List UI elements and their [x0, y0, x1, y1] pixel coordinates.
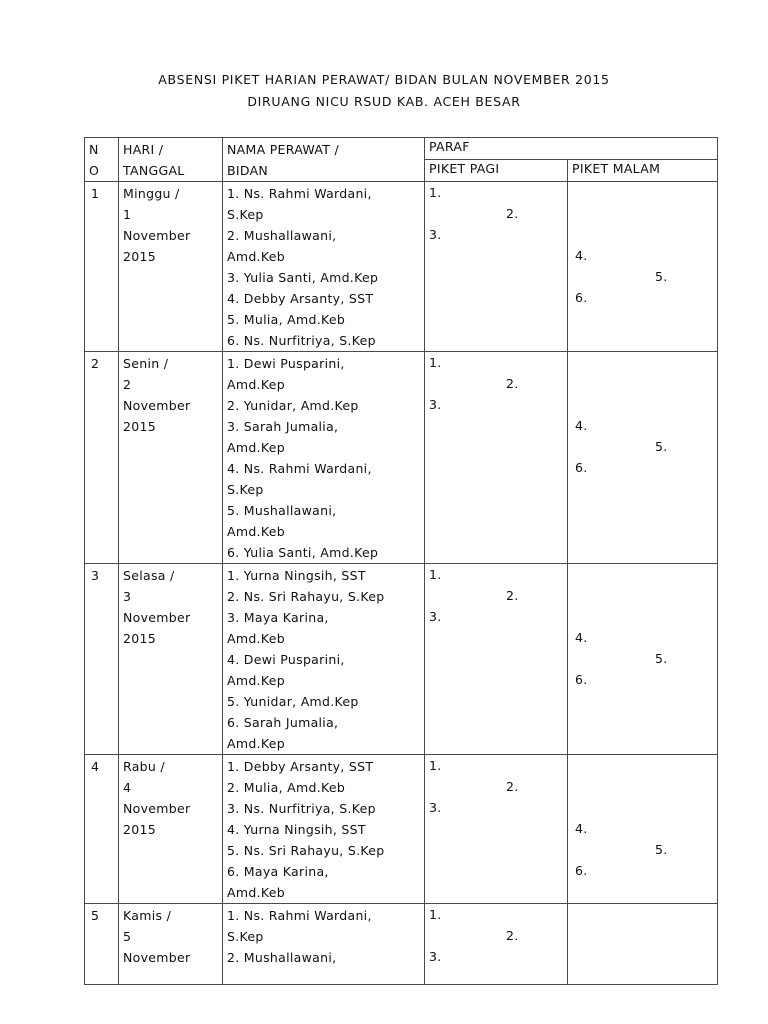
signature-slot-number: 4.	[575, 418, 588, 433]
day-date-line: 1	[123, 207, 132, 222]
attendance-table	[84, 137, 718, 985]
header-no	[85, 138, 119, 182]
staff-name-line: 5. Mulia, Amd.Keb	[227, 312, 346, 327]
staff-name-line: Amd.Keb	[227, 885, 285, 900]
staff-name-line: 6. Ns. Nurfitriya, S.Kep	[227, 333, 376, 348]
staff-name-line: 1. Yurna Ningsih, SST	[227, 568, 366, 583]
signature-slot-number: 4.	[575, 821, 588, 836]
staff-name-line: 6. Maya Karina,	[227, 864, 329, 879]
staff-name-line: Amd.Keb	[227, 524, 285, 539]
staff-name-line: 2. Mushallawani,	[227, 950, 337, 965]
staff-name-line: 5. Ns. Sri Rahayu, S.Kep	[227, 843, 385, 858]
row-number: 3	[91, 568, 100, 583]
row-number: 1	[91, 186, 100, 201]
day-date-line: Senin /	[123, 356, 169, 371]
header-paraf-label: PARAF	[429, 139, 470, 154]
piket-pagi-signature-cell	[425, 904, 568, 985]
staff-name-line: 3. Sarah Jumalia,	[227, 419, 339, 434]
staff-names-cell	[223, 352, 425, 564]
piket-pagi-signature-cell	[425, 564, 568, 755]
header-name	[223, 138, 425, 182]
header-row	[85, 138, 718, 160]
staff-name-line: S.Kep	[227, 929, 264, 944]
signature-slot-number: 6.	[575, 672, 588, 687]
staff-name-line: S.Kep	[227, 482, 264, 497]
day-date-line: November	[123, 950, 191, 965]
day-date-line: Kamis /	[123, 908, 172, 923]
piket-malam-signature-cell	[568, 904, 718, 985]
day-date-line: 2015	[123, 822, 157, 837]
day-date-line: November	[123, 801, 191, 816]
signature-slot-number: 2.	[506, 206, 519, 221]
header-piket-pagi	[425, 160, 568, 182]
staff-name-line: Amd.Kep	[227, 377, 285, 392]
staff-name-line: 1. Debby Arsanty, SST	[227, 759, 374, 774]
day-date-line: 2015	[123, 631, 157, 646]
staff-name-line: 1. Ns. Rahmi Wardani,	[227, 908, 372, 923]
signature-slot-number: 4.	[575, 630, 588, 645]
table-row	[85, 564, 718, 755]
signature-slot-number: 5.	[655, 842, 668, 857]
signature-slot-number: 6.	[575, 863, 588, 878]
document-title: ABSENSI PIKET HARIAN PERAWAT/ BIDAN BULAN NOVEMBER 2015	[158, 72, 610, 87]
staff-name-line: 3. Yulia Santi, Amd.Kep	[227, 270, 379, 285]
day-date-line: November	[123, 228, 191, 243]
staff-name-line: 3. Maya Karina,	[227, 610, 329, 625]
staff-name-line: 4. Debby Arsanty, SST	[227, 291, 374, 306]
signature-slot-number: 5.	[655, 269, 668, 284]
staff-name-line: Amd.Kep	[227, 440, 285, 455]
staff-name-line: 5. Yunidar, Amd.Kep	[227, 694, 359, 709]
header-day-line1: HARI /	[123, 142, 164, 157]
signature-slot-number: 2.	[506, 928, 519, 943]
day-date-line: Rabu /	[123, 759, 165, 774]
row-number-cell	[85, 755, 119, 904]
piket-pagi-signature-cell	[425, 182, 568, 352]
row-number: 5	[91, 908, 100, 923]
staff-name-line: 2. Mulia, Amd.Keb	[227, 780, 346, 795]
signature-slot-number: 3.	[429, 949, 442, 964]
signature-slot-number: 6.	[575, 460, 588, 475]
document-subtitle: DIRUANG NICU RSUD KAB. ACEH BESAR	[247, 94, 521, 109]
signature-slot-number: 2.	[506, 588, 519, 603]
row-number-cell	[85, 564, 119, 755]
staff-name-line: Amd.Keb	[227, 631, 285, 646]
staff-name-line: 2. Ns. Sri Rahayu, S.Kep	[227, 589, 385, 604]
piket-malam-signature-cell	[568, 182, 718, 352]
signature-slot-number: 5.	[655, 439, 668, 454]
header-name-line2: BIDAN	[227, 163, 269, 178]
day-date-line: 4	[123, 780, 132, 795]
day-date-cell	[119, 352, 223, 564]
signature-slot-number: 1.	[429, 185, 442, 200]
day-date-line: 2015	[123, 419, 157, 434]
day-date-cell	[119, 755, 223, 904]
staff-names-cell	[223, 182, 425, 352]
staff-name-line: 4. Dewi Pusparini,	[227, 652, 345, 667]
signature-slot-number: 3.	[429, 227, 442, 242]
table-row	[85, 182, 718, 352]
staff-name-line: S.Kep	[227, 207, 264, 222]
signature-slot-number: 2.	[506, 779, 519, 794]
piket-malam-signature-cell	[568, 755, 718, 904]
day-date-line: 3	[123, 589, 132, 604]
day-date-line: Minggu /	[123, 186, 180, 201]
staff-name-line: 1. Ns. Rahmi Wardani,	[227, 186, 372, 201]
header-day-line2: TANGGAL	[123, 163, 185, 178]
staff-name-line: 1. Dewi Pusparini,	[227, 356, 345, 371]
staff-name-line: 5. Mushallawani,	[227, 503, 337, 518]
header-day	[119, 138, 223, 182]
header-piket-malam-label: PIKET MALAM	[572, 161, 661, 176]
day-date-line: November	[123, 398, 191, 413]
header-paraf	[425, 138, 718, 160]
day-date-line: Selasa /	[123, 568, 175, 583]
header-no-line1: N	[89, 142, 99, 157]
row-number-cell	[85, 182, 119, 352]
day-date-cell	[119, 182, 223, 352]
table-row	[85, 755, 718, 904]
signature-slot-number: 1.	[429, 355, 442, 370]
staff-name-line: 2. Yunidar, Amd.Kep	[227, 398, 359, 413]
staff-names-cell	[223, 904, 425, 985]
day-date-line: 2	[123, 377, 132, 392]
signature-slot-number: 3.	[429, 397, 442, 412]
signature-slot-number: 2.	[506, 376, 519, 391]
signature-slot-number: 6.	[575, 290, 588, 305]
staff-name-line: 2. Mushallawani,	[227, 228, 337, 243]
staff-name-line: Amd.Keb	[227, 249, 285, 264]
header-name-line1: NAMA PERAWAT /	[227, 142, 339, 157]
signature-slot-number: 1.	[429, 907, 442, 922]
signature-slot-number: 1.	[429, 758, 442, 773]
staff-name-line: 4. Yurna Ningsih, SST	[227, 822, 366, 837]
signature-slot-number: 4.	[575, 248, 588, 263]
staff-names-cell	[223, 564, 425, 755]
day-date-line: 2015	[123, 249, 157, 264]
row-number: 4	[91, 759, 100, 774]
staff-name-line: Amd.Kep	[227, 673, 285, 688]
piket-pagi-signature-cell	[425, 352, 568, 564]
staff-name-line: 6. Yulia Santi, Amd.Kep	[227, 545, 379, 560]
row-number-cell	[85, 352, 119, 564]
header-piket-malam	[568, 160, 718, 182]
staff-name-line: 4. Ns. Rahmi Wardani,	[227, 461, 372, 476]
day-date-line: November	[123, 610, 191, 625]
piket-malam-signature-cell	[568, 352, 718, 564]
row-number: 2	[91, 356, 100, 371]
staff-name-line: 6. Sarah Jumalia,	[227, 715, 339, 730]
staff-names-cell	[223, 755, 425, 904]
row-number-cell	[85, 904, 119, 985]
day-date-cell	[119, 564, 223, 755]
signature-slot-number: 3.	[429, 800, 442, 815]
day-date-cell	[119, 904, 223, 985]
signature-slot-number: 5.	[655, 651, 668, 666]
header-no-line2: O	[89, 163, 100, 178]
staff-name-line: Amd.Kep	[227, 736, 285, 751]
piket-pagi-signature-cell	[425, 755, 568, 904]
piket-malam-signature-cell	[568, 564, 718, 755]
signature-slot-number: 1.	[429, 567, 442, 582]
table-row	[85, 352, 718, 564]
signature-slot-number: 3.	[429, 609, 442, 624]
table-row	[85, 904, 718, 985]
staff-name-line: 3. Ns. Nurfitriya, S.Kep	[227, 801, 376, 816]
day-date-line: 5	[123, 929, 132, 944]
header-piket-pagi-label: PIKET PAGI	[429, 161, 500, 176]
